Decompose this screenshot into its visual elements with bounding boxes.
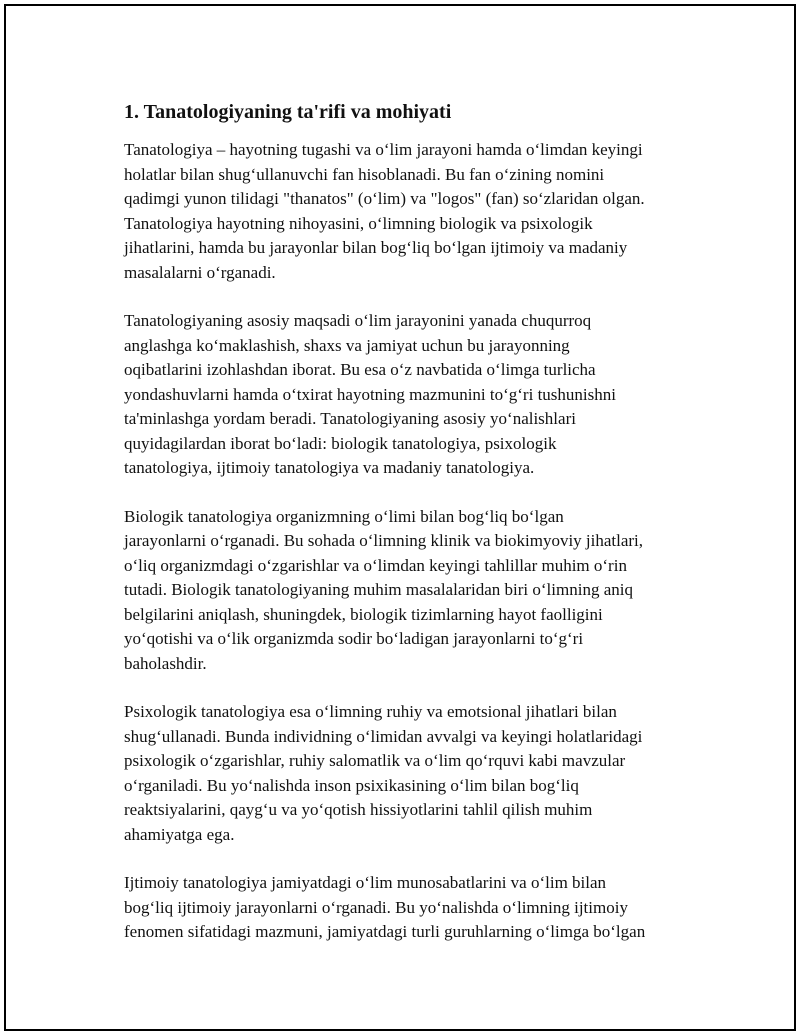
text-line: oqibatlarini izohlashdan iborat. Bu esa o‘z navbatida o‘limga turlicha [124, 360, 596, 379]
text-line: anglashga ko‘maklashish, shaxs va jamiyat uchun bu jarayonning [124, 335, 570, 355]
text-line: yondashuvlarni hamda o‘txirat hayotning mazmunini to‘g‘ri tushunishni [124, 384, 616, 404]
text-line: tutadi. Biologik tanatologiyaning muhim masalalaridan biri o‘limning aniq [124, 580, 633, 599]
text-line: qadimgi yunon tilidagi "thanatos" (o‘lim) va "logos" (fan) so‘zlaridan olgan. [124, 189, 645, 208]
text-line: belgilarini aniqlash, shuningdek, biologik tizimlarning hayot faolligini [124, 604, 603, 624]
page-frame [4, 4, 796, 1031]
text-line: jihatlarini, hamda bu jarayonlar bilan bog‘liq bo‘lgan ijtimoiy va madaniy [124, 238, 628, 257]
text-line: bog‘liq ijtimoiy jarayonlarni o‘rganadi. Bu yo‘nalishda o‘limning ijtimoiy [124, 897, 628, 917]
text-line: Tanatologiyaning asosiy maqsadi o‘lim jarayonini yanada chuqurroq [124, 311, 592, 330]
text-line: masalalarni o‘rganadi. [124, 262, 276, 282]
text-line: reaktsiyalarini, qayg‘u va yo‘qotish hissiyotlarini tahlil qilish muhim [124, 800, 593, 819]
text-line: Tanatologiya hayotning nihoyasini, o‘limning biologik va psixologik [124, 213, 593, 233]
paragraph-1 [124, 138, 704, 285]
text-line: quyidagilardan iborat bo‘ladi: biologik tanatologiya, psixologik [124, 433, 557, 453]
text-line: Ijtimoiy tanatologiya jamiyatdagi o‘lim munosabatlarini va o‘lim bilan [124, 873, 607, 892]
text-line: holatlar bilan shug‘ullanuvchi fan hisoblanadi. Bu fan o‘zining nomini [124, 164, 605, 184]
text-line: psixologik o‘zgarishlar, ruhiy salomatlik va o‘lim qo‘rquvi kabi mavzular [124, 751, 626, 770]
text-line: jarayonlarni o‘rganadi. Bu sohada o‘limning klinik va biokimyoviy jihatlari, [124, 531, 644, 550]
text-line: ahamiyatga ega. [124, 824, 235, 844]
text-line: o‘rganiladi. Bu yo‘nalishda inson psixikasining o‘lim bilan bog‘liq [124, 775, 579, 795]
section-heading: 1. Tanatologiyaning ta'rifi va mohiyati [124, 101, 452, 123]
text-line: yo‘qotishi va o‘lik organizmda sodir bo‘ladigan jarayonlarni to‘g‘ri [124, 629, 584, 648]
paragraph-5 [124, 871, 704, 945]
text-line: fenomen sifatidagi mazmuni, jamiyatdagi turli guruhlarning o‘limga bo‘lgan [124, 922, 646, 941]
text-line: tanatologiya, ijtimoiy tanatologiya va madaniy tanatologiya. [124, 458, 535, 477]
document-body [124, 98, 704, 969]
paragraph-4 [124, 700, 704, 847]
text-line: Psixologik tanatologiya esa o‘limning ruhiy va emotsional jihatlari bilan [124, 702, 617, 721]
text-line: Biologik tanatologiya organizmning o‘limi bilan bog‘liq bo‘lgan [124, 506, 564, 526]
text-line: baholashdir. [124, 653, 207, 673]
text-line: o‘liq organizmdagi o‘zgarishlar va o‘limdan keyingi tahlillar muhim o‘rin [124, 555, 627, 575]
paragraph-2 [124, 309, 704, 481]
paragraph-3 [124, 505, 704, 677]
text-line: ta'minlashga yordam beradi. Tanatologiyaning asosiy yo‘nalishlari [124, 409, 576, 428]
text-line: shug‘ullanadi. Bunda individning o‘limidan avvalgi va keyingi holatlaridagi [124, 726, 643, 746]
text-line: Tanatologiya – hayotning tugashi va o‘lim jarayoni hamda o‘limdan keyingi [124, 140, 643, 159]
